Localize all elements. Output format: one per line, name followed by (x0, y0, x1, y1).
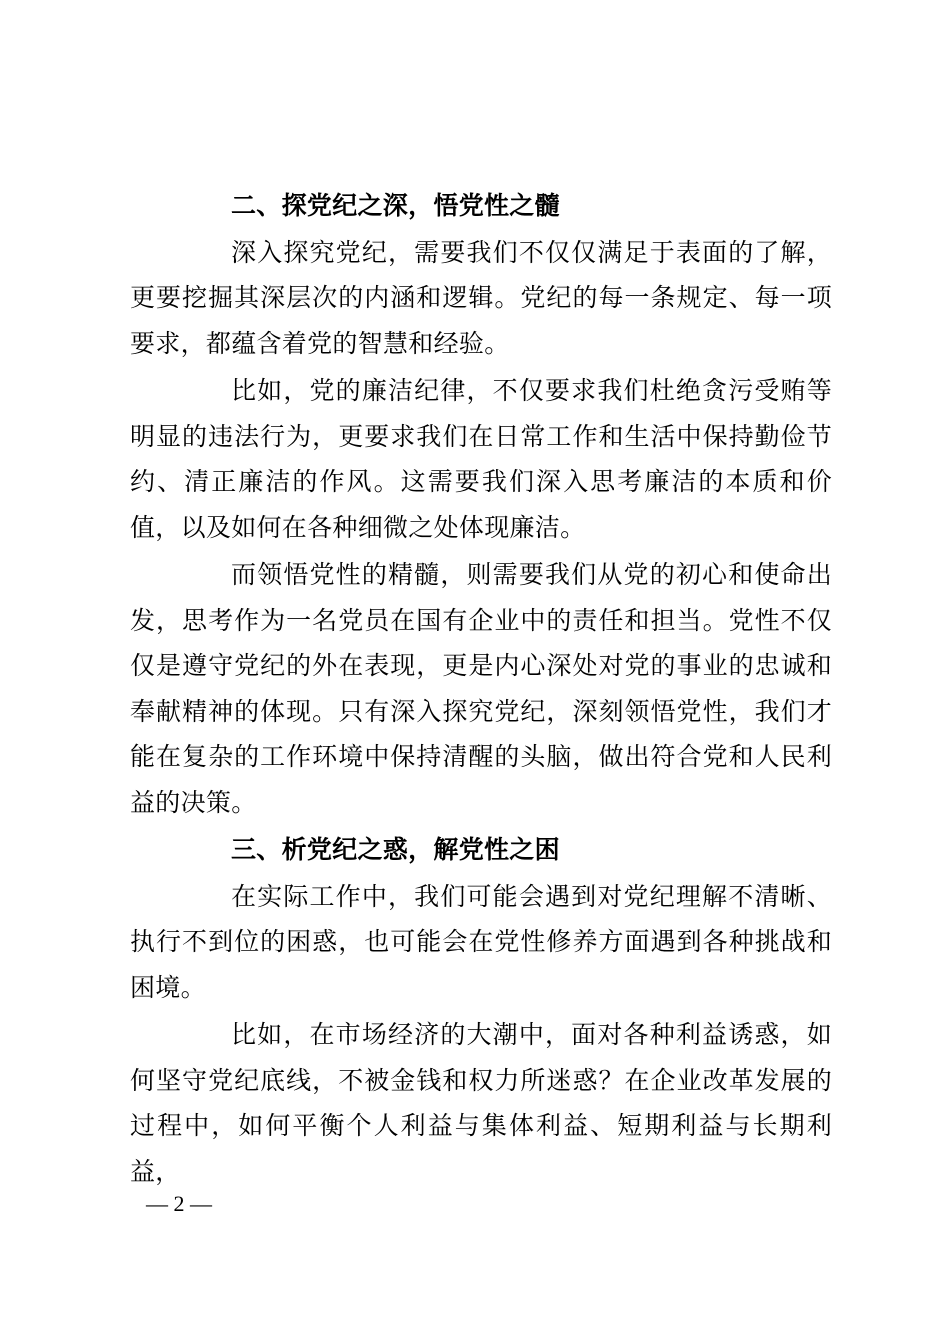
page-number: — 2 — (146, 1191, 212, 1216)
paragraph: 比如，在市场经济的大潮中，面对各种利益诱惑，如何坚守党纪底线，不被金钱和权力所迷惑？在企业改革发展的过程中，如何平衡个人利益与集体利益、短期利益与长期利益， (130, 1020, 832, 1186)
section-heading-2: 二、探党纪之深，悟党性之髓 (231, 191, 560, 220)
section-heading-3: 三、析党纪之惑，解党性之困 (231, 835, 560, 864)
paragraph: 而领悟党性的精髓，则需要我们从党的初心和使命出发，思考作为一名党员在国有企业中的责任和担当。党性不仅仅是遵守党纪的外在表现，更是内心深处对党的事业的忠诚和奉献精神的体现。只有深入探究党纪，深刻领悟党性，我们才能在复杂的工作环境中保持清醒的头脑，做出符合党和人民利益的决策。 (130, 560, 832, 817)
paragraph: 在实际工作中，我们可能会遇到对党纪理解不清晰、执行不到位的困惑，也可能会在党性修养方面遇到各种挑战和困境。 (130, 881, 832, 1002)
paragraph: 比如，党的廉洁纪律，不仅要求我们杜绝贪污受贿等明显的违法行为，更要求我们在日常工作和生活中保持勤俭节约、清正廉洁的作风。这需要我们深入思考廉洁的本质和价值，以及如何在各种细微之处体现廉洁。 (130, 376, 832, 542)
paragraph: 深入探究党纪，需要我们不仅仅满足于表面的了解，更要挖掘其深层次的内涵和逻辑。党纪的每一条规定、每一项要求，都蕴含着党的智慧和经验。 (130, 237, 832, 358)
document-body (130, 183, 832, 1196)
